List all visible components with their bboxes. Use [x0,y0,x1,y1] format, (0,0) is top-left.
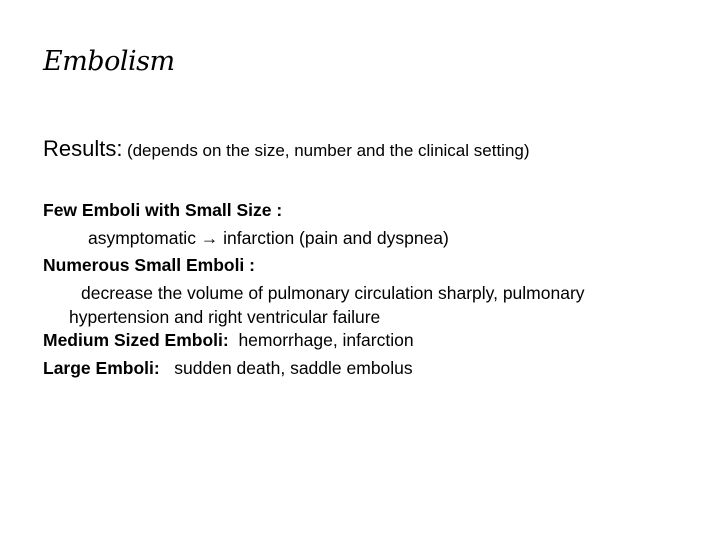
numerous-emboli-result-line-2: hypertension and right ventricular failure [69,307,381,327]
results-label: Results: [43,136,123,161]
medium-emboli-heading: Medium Sized Emboli: [43,330,229,350]
slide-title: Embolism [43,46,175,77]
numerous-emboli-result-line-1: decrease the volume of pulmonary circulation sharply, pulmonary [81,282,585,303]
results-line [43,136,530,162]
large-emboli-item [43,355,683,383]
large-emboli-result: sudden death, saddle embolus [174,357,413,378]
few-emboli-result: asymptomatic → infarction (pain and dyspnea) [88,227,449,248]
emboli-list [43,197,683,382]
numerous-emboli-heading: Numerous Small Emboli : [43,255,255,275]
medium-emboli-result: hemorrhage, infarction [238,330,414,350]
results-description: (depends on the size, number and the clinical setting) [126,141,530,160]
few-emboli-heading: Few Emboli with Small Size : [43,200,283,220]
medium-emboli-item [43,327,683,355]
large-emboli-heading: Large Emboli: [43,357,160,378]
